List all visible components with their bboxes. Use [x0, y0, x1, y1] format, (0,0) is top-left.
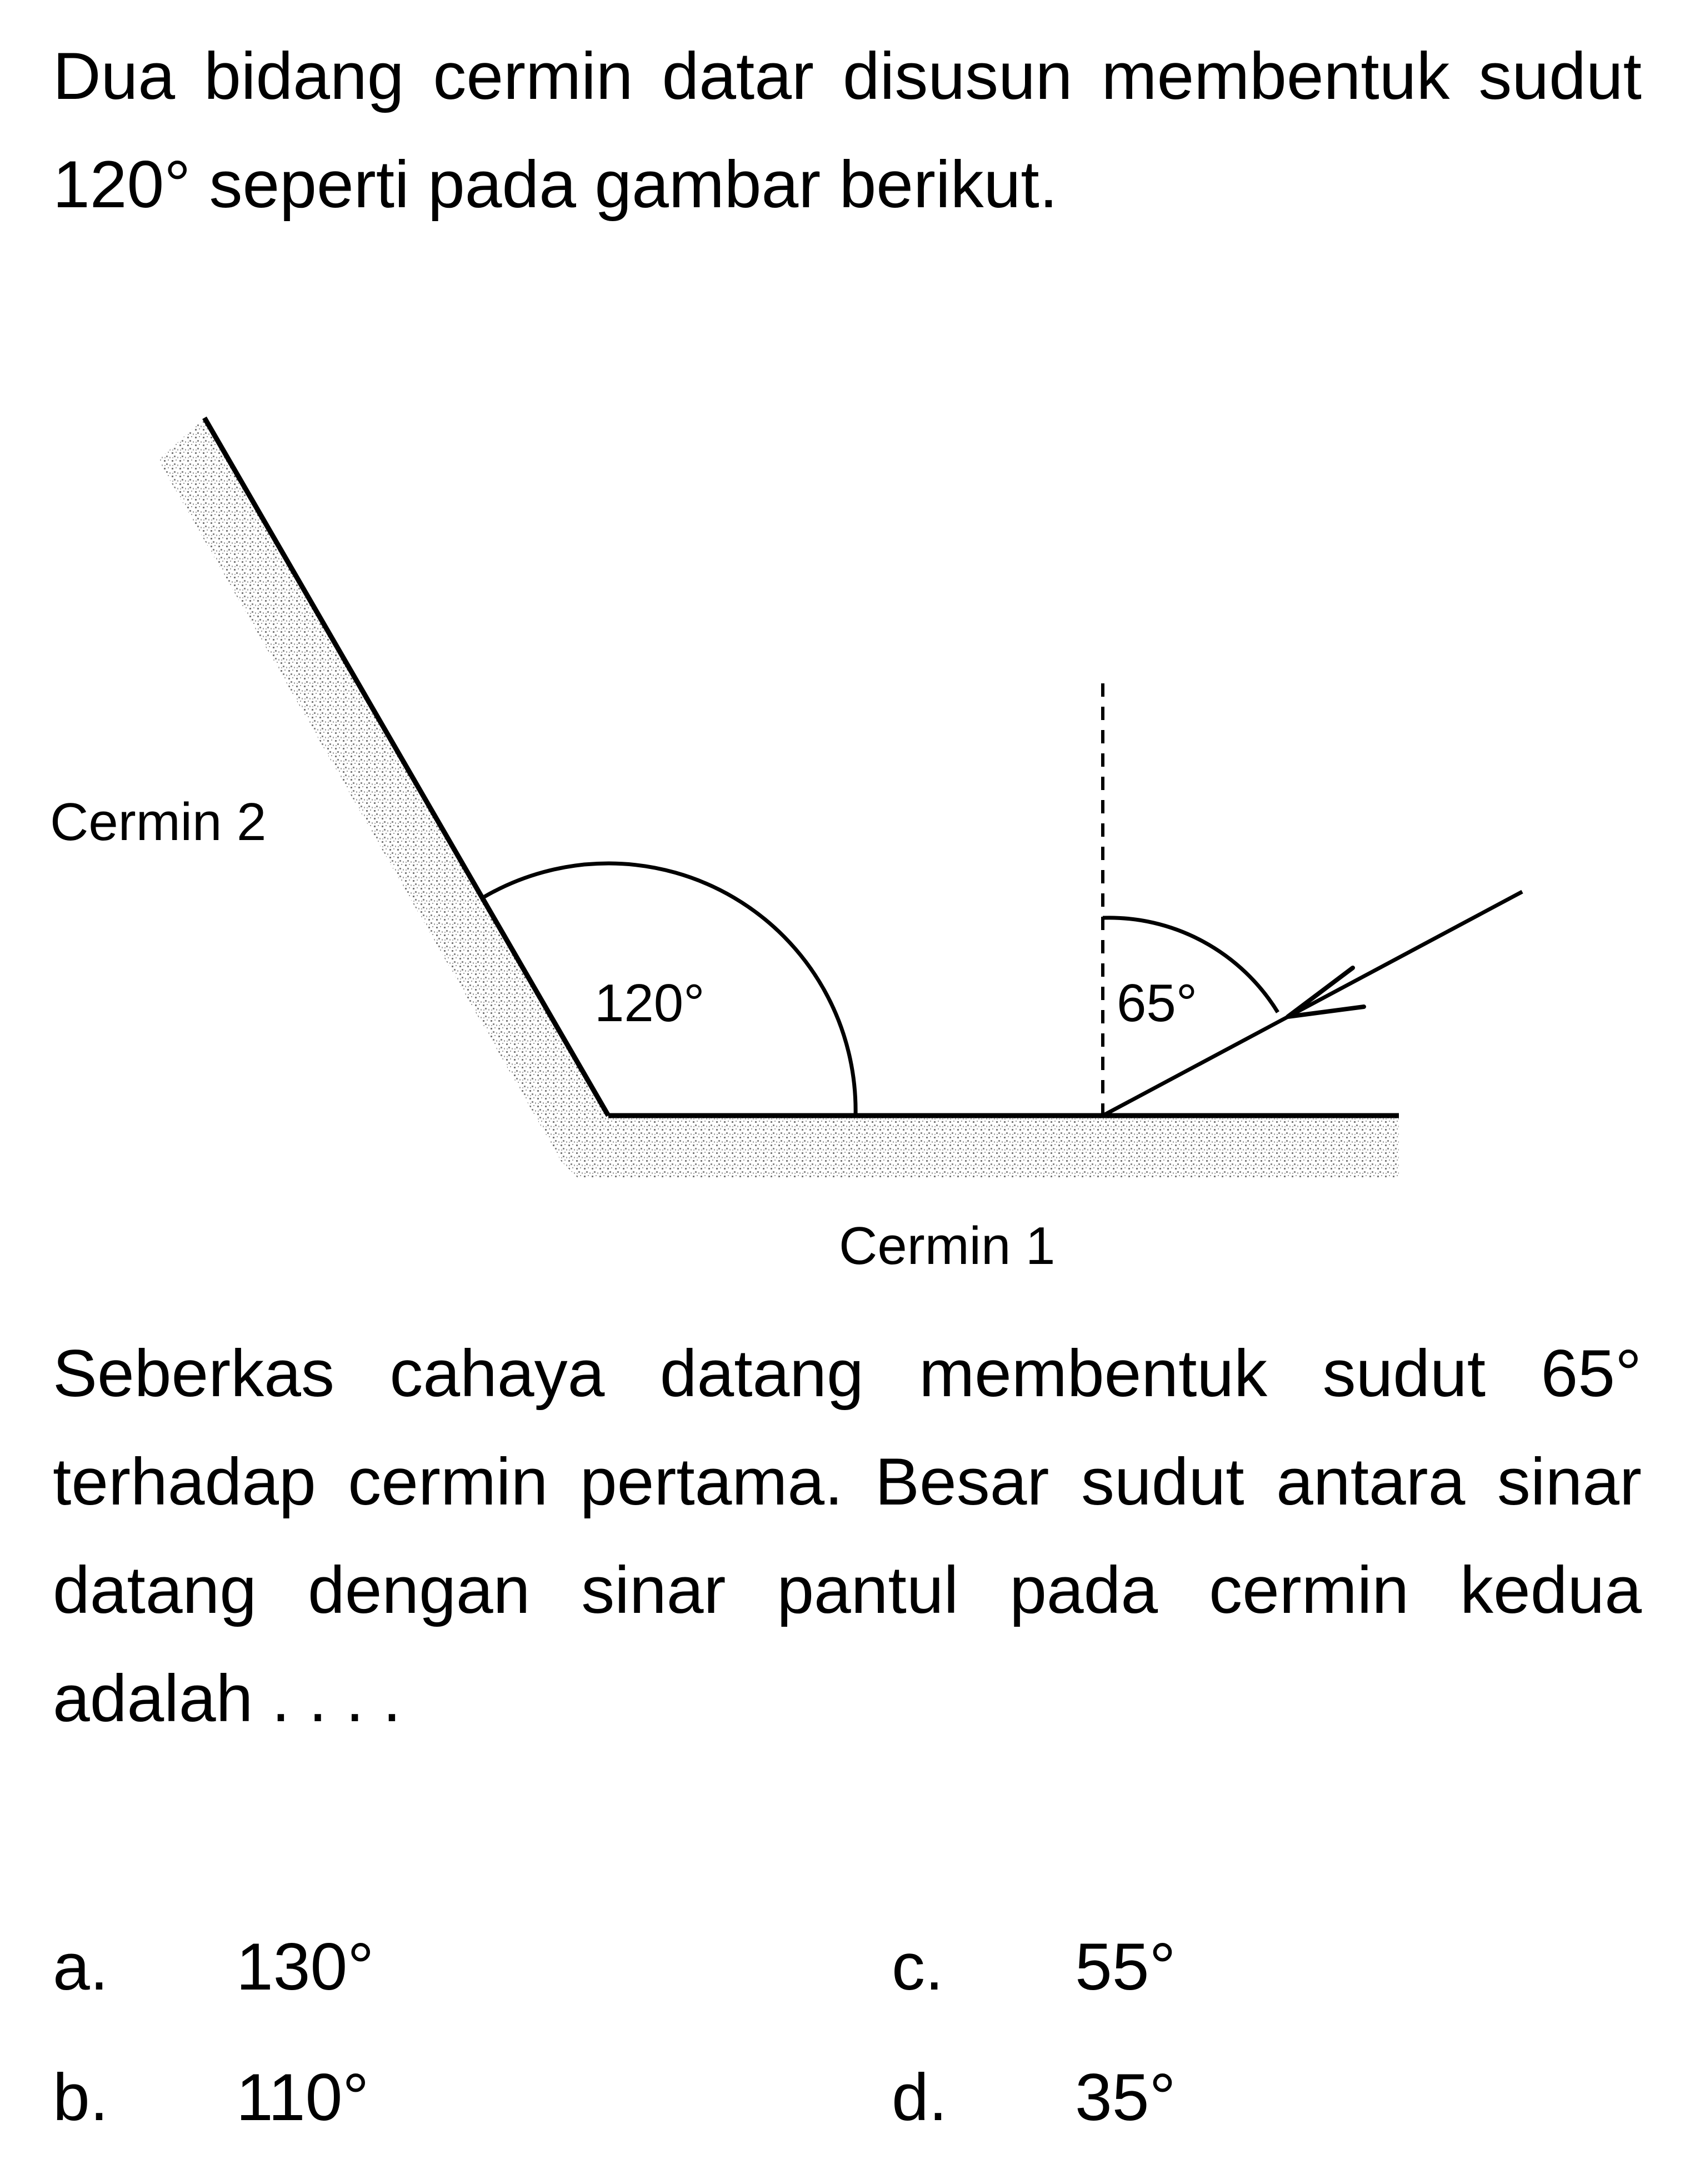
- angle-between-mirrors-label: 120°: [594, 973, 705, 1033]
- option-a-value: 130°: [236, 1930, 374, 2004]
- option-d[interactable]: [892, 2056, 1176, 2139]
- option-b-value: 110°: [236, 2060, 369, 2135]
- option-c[interactable]: [892, 1925, 1176, 2008]
- question-intro: Dua bidang cermin datar disusun membentuk sudut 120° seperti pada gambar berikut.: [53, 39, 1642, 222]
- mirror2-surface: [204, 418, 608, 1116]
- incidence-angle-label: 65°: [1117, 973, 1198, 1033]
- option-a[interactable]: [53, 1925, 374, 2008]
- option-d-letter: d.: [892, 2060, 948, 2135]
- question-body: Seberkas cahaya datang membentuk sudut 65° terhadap cermin pertama. Besar sudut antara sinar datang dengan sinar pantul pada cermin kedua adalah . . . .: [53, 1336, 1642, 1736]
- mirror2-label: Cermin 2: [50, 792, 267, 852]
- option-c-letter: c.: [892, 1930, 944, 2004]
- option-d-value: 35°: [1075, 2060, 1176, 2135]
- option-b[interactable]: [53, 2056, 369, 2139]
- option-c-value: 55°: [1075, 1930, 1176, 2004]
- option-b-letter: b.: [53, 2060, 109, 2135]
- incident-ray-arrow: [1288, 968, 1364, 1017]
- mirror1-backing: [561, 1116, 1399, 1178]
- option-a-letter: a.: [53, 1930, 109, 2004]
- mirror2-backing: [158, 418, 608, 1161]
- mirror1-label: Cermin 1: [839, 1216, 1056, 1276]
